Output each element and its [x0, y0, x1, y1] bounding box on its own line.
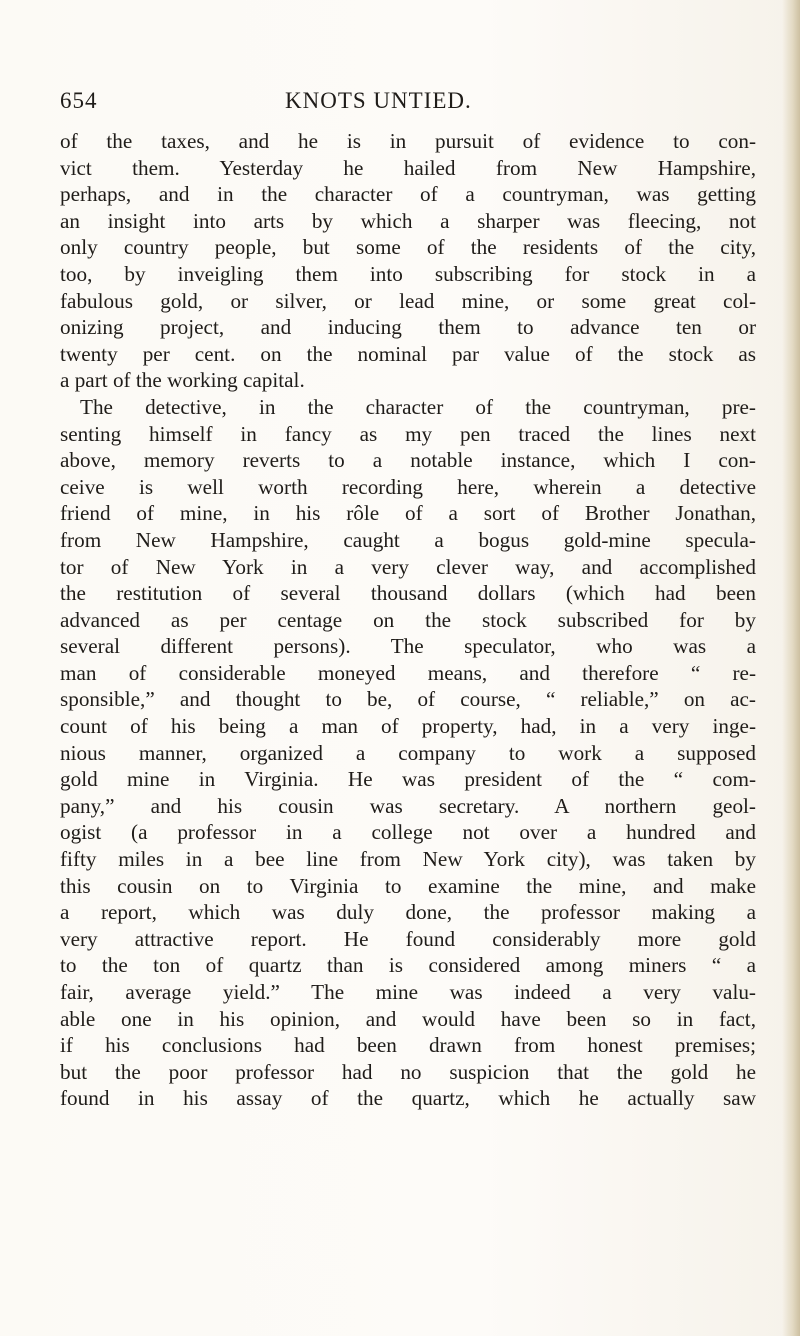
text-line: of the taxes, and he is in pursuit of evidence to con-: [60, 129, 756, 153]
text-line: advanced as per centage on the stock subscribed for by: [60, 607, 756, 632]
text-line: very attractive report. He found considerably more gold: [60, 926, 756, 951]
text-line: onizing project, and inducing them to advance ten or: [60, 315, 756, 340]
text-line: vict them. Yesterday he hailed from New Hampshire,: [60, 155, 756, 180]
text-line: tor of New York in a very clever way, and accomplished: [60, 554, 756, 579]
running-header: [60, 88, 740, 118]
text-line: an insight into arts by which a sharper was fleecing, not: [60, 208, 756, 233]
text-line: gold mine in Virginia. He was president of the “ com-: [60, 767, 756, 792]
text-line: pany,” and his cousin was secretary. A northern geol-: [60, 793, 756, 818]
text-line: count of his being a man of property, had, in a very inge-: [60, 714, 756, 739]
text-line: if his conclusions had been drawn from honest premises;: [60, 1033, 756, 1058]
text-line: fabulous gold, or silver, or lead mine, or some great col-: [60, 288, 756, 313]
text-line: The detective, in the character of the countryman, pre-: [80, 394, 756, 419]
text-line: friend of mine, in his rôle of a sort of Brother Jonathan,: [60, 501, 756, 526]
text-line: this cousin on to Virginia to examine the mine, and make: [60, 873, 756, 898]
text-line: from New Hampshire, caught a bogus gold-mine specula-: [60, 527, 756, 552]
text-line: sponsible,” and thought to be, of course, “ reliable,” on ac-: [60, 687, 756, 712]
text-line: fifty miles in a bee line from New York city), was taken by: [60, 847, 756, 872]
text-line: fair, average yield.” The mine was indeed a very valu-: [60, 980, 756, 1004]
text-line: perhaps, and in the character of a countryman, was getting: [60, 182, 756, 207]
page-number: 654: [60, 88, 98, 113]
text-line: man of considerable moneyed means, and therefore “ re-: [60, 660, 756, 685]
text-line: able one in his opinion, and would have been so in fact,: [60, 1006, 756, 1031]
text-line: ogist (a professor in a college not over a hundred and: [60, 820, 756, 845]
text-line: but the poor professor had no suspicion that the gold he: [60, 1059, 756, 1084]
text-line: ceive is well worth recording here, wherein a detective: [60, 474, 756, 499]
text-line: too, by inveigling them into subscribing for stock in a: [60, 261, 756, 286]
page-edge-shadow: [782, 0, 800, 1336]
text-line: only country people, but some of the residents of the city,: [60, 235, 756, 260]
text-line: a part of the working capital.: [60, 368, 305, 393]
text-line: nious manner, organized a company to work a supposed: [60, 740, 756, 765]
text-line: above, memory reverts to a notable instance, which I con-: [60, 448, 756, 473]
text-line: several different persons). The speculator, who was a: [60, 634, 756, 659]
text-line: found in his assay of the quartz, which he actually saw: [60, 1086, 756, 1111]
text-line: senting himself in fancy as my pen traced the lines next: [60, 421, 756, 446]
running-title: KNOTS UNTIED.: [285, 88, 472, 113]
text-line: a report, which was duly done, the professor making a: [60, 900, 756, 925]
text-line: to the ton of quartz than is considered among miners “ a: [60, 953, 756, 978]
text-line: twenty per cent. on the nominal par value of the stock as: [60, 341, 756, 366]
text-line: the restitution of several thousand dollars (which had been: [60, 581, 756, 606]
body-text: [60, 128, 756, 1112]
